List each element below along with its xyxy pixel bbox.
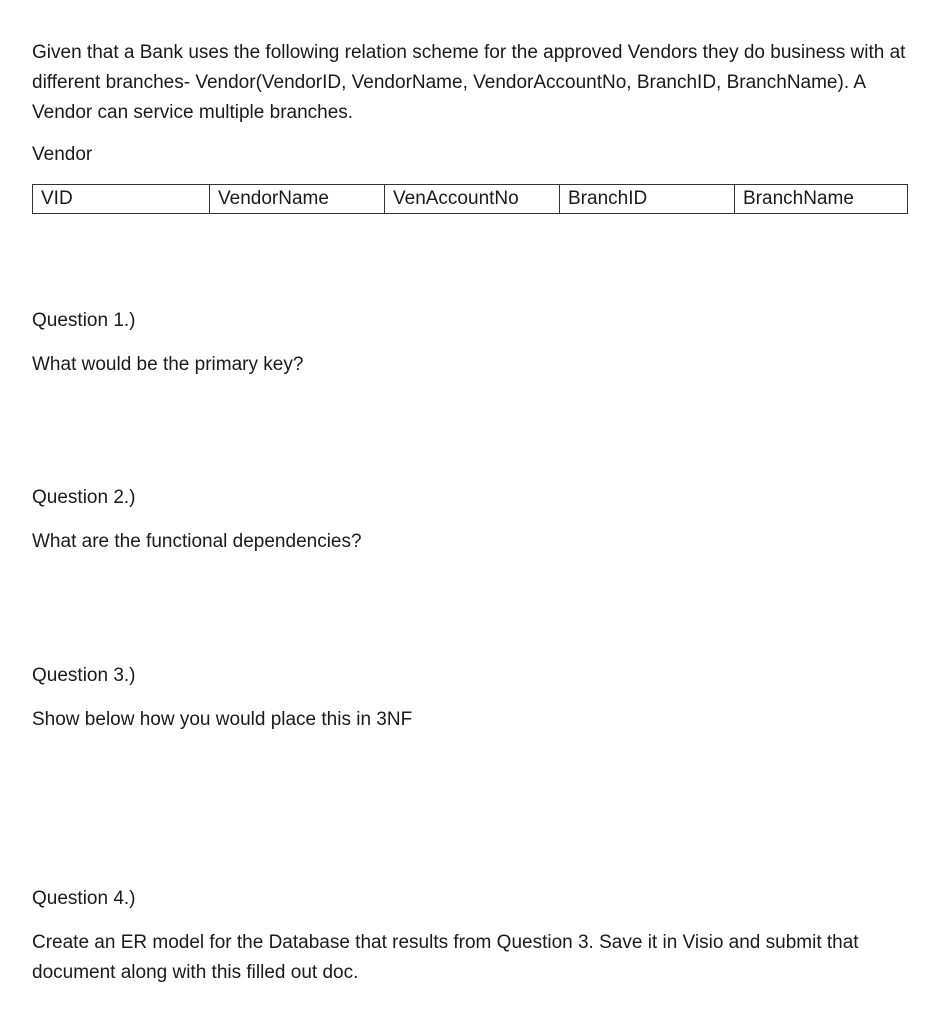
column-header: BranchName [735, 185, 908, 214]
question-4 [32, 884, 912, 988]
column-header: VID [33, 185, 210, 214]
question-body: Show below how you would place this in 3NF [32, 709, 413, 730]
vendor-relation-table [32, 184, 908, 214]
question-3 [32, 661, 912, 735]
question-body: What would be the primary key? [32, 354, 304, 375]
question-title: Question 4.) [32, 888, 136, 909]
question-body: What are the functional dependencies? [32, 531, 362, 552]
question-2 [32, 483, 912, 557]
question-1 [32, 306, 912, 380]
table-header-row [33, 185, 908, 214]
question-title: Question 3.) [32, 665, 136, 686]
table-caption: Vendor [32, 144, 93, 165]
intro-paragraph: Given that a Bank uses the following relation scheme for the approved Vendors they do business with at different branches- Vendor(VendorID, VendorName, VendorAccountNo, BranchID, BranchName). A Vendor can service multiple branches. [32, 42, 906, 123]
column-header: VenAccountNo [385, 185, 560, 214]
question-title: Question 1.) [32, 310, 136, 331]
column-header: BranchID [560, 185, 735, 214]
column-header: VendorName [210, 185, 385, 214]
question-title: Question 2.) [32, 487, 136, 508]
question-body: Create an ER model for the Database that results from Question 3. Save it in Visio and submit that document along with this filled out doc. [32, 932, 859, 983]
document-page [32, 38, 912, 983]
